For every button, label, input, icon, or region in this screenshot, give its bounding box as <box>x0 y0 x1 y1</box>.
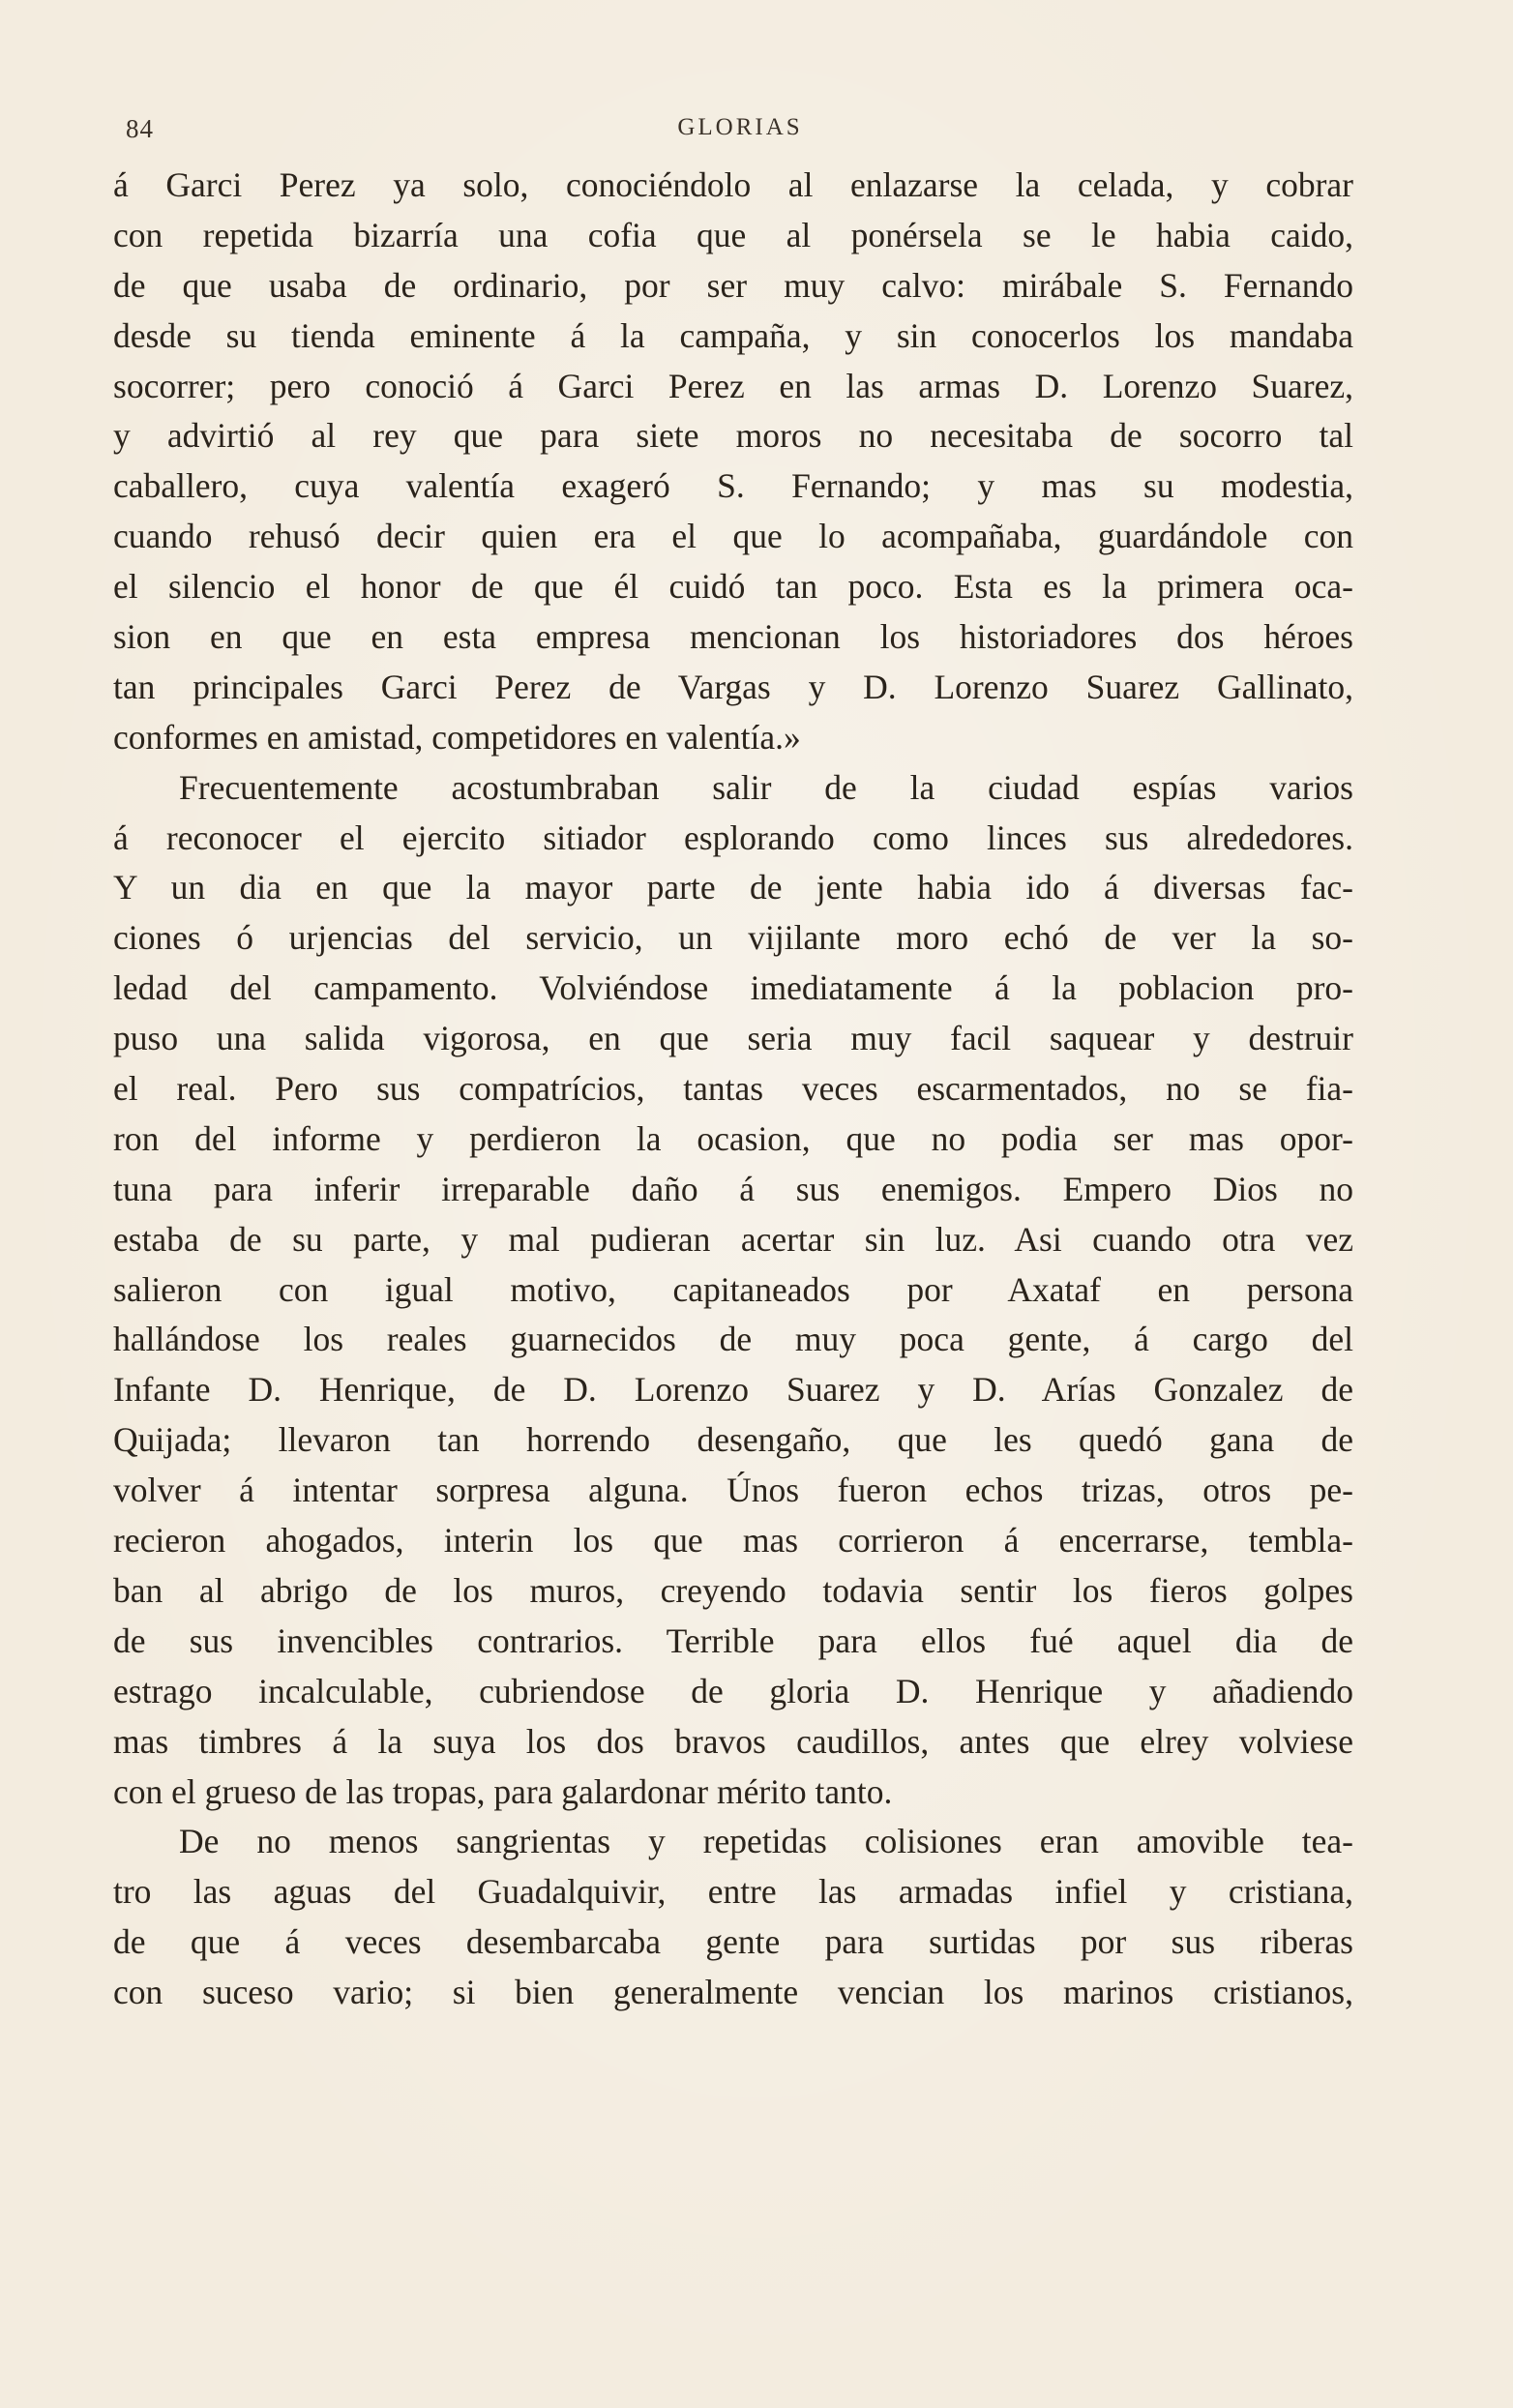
text-line: mas timbres á la suya los dos bravos caudillos, antes que elrey volviese <box>113 1721 1353 1761</box>
text-line: Infante D. Henrique, de D. Lorenzo Suarez y D. Arías Gonzalez de <box>113 1370 1353 1410</box>
text-line: De no menos sangrientas y repetidas colisiones eran amovible tea- <box>179 1822 1353 1861</box>
text-line: el silencio el honor de que él cuidó tan poco. Esta es la primera oca- <box>113 567 1353 607</box>
text-line: Y un dia en que la mayor parte de jente habia ido á diversas fac- <box>113 868 1353 907</box>
text-line: con el grueso de las tropas, para galardonar mérito tanto. <box>113 1771 893 1811</box>
text-line: á reconocer el ejercito sitiador esplorando como linces sus alrededores. <box>113 818 1353 857</box>
page-number: 84 <box>126 114 154 143</box>
text-line: á Garci Perez ya solo, conociéndolo al enlazarse la celada, y cobrar <box>113 165 1353 204</box>
text-line: tan principales Garci Perez de Vargas y D. Lorenzo Suarez Gallinato, <box>113 667 1353 706</box>
text-line: salieron con igual motivo, capitaneados por Axataf en persona <box>113 1269 1353 1309</box>
running-title: GLORIAS <box>677 114 803 140</box>
text-line: y advirtió al rey que para siete moros no necesitaba de socorro tal <box>113 416 1353 456</box>
text-line: tro las aguas del Guadalquivir, entre las armadas infiel y cristiana, <box>113 1872 1353 1912</box>
text-line: con repetida bizarría una cofia que al ponérsela se le habia caido, <box>113 215 1353 254</box>
body-text <box>113 161 1353 2018</box>
text-line: volver á intentar sorpresa alguna. Únos fueron echos trizas, otros pe- <box>113 1471 1353 1510</box>
text-line: cuando rehusó decir quien era el que lo acompañaba, guardándole con <box>113 517 1353 556</box>
text-line: tuna para inferir irreparable daño á sus enemigos. Empero Dios no <box>113 1169 1353 1208</box>
text-line: ron del informe y perdieron la ocasion, que no podia ser mas opor- <box>113 1118 1353 1158</box>
text-line: Quijada; llevaron tan horrendo desengaño, que les quedó gana de <box>113 1420 1353 1460</box>
text-line: socorrer; pero conoció á Garci Perez en las armas D. Lorenzo Suarez, <box>113 366 1353 405</box>
text-line: el real. Pero sus compatrícios, tantas veces escarmentados, no se fia- <box>113 1069 1353 1109</box>
text-line: ban al abrigo de los muros, creyendo todavia sentir los fieros golpes <box>113 1570 1353 1610</box>
text-line: caballero, cuya valentía exageró S. Fernando; y mas su modestia, <box>113 466 1353 506</box>
text-line: desde su tienda eminente á la campaña, y sin conocerlos los mandaba <box>113 315 1353 355</box>
text-line: de que usaba de ordinario, por ser muy calvo: mirábale S. Fernando <box>113 265 1353 305</box>
text-line: conformes en amistad, competidores en valentía.» <box>113 717 801 757</box>
text-line: estrago incalculable, cubriendose de gloria D. Henrique y añadiendo <box>113 1671 1353 1710</box>
text-line: puso una salida vigorosa, en que seria muy facil saquear y destruir <box>113 1019 1353 1058</box>
text-line: estaba de su parte, y mal pudieran acertar sin luz. Asi cuando otra vez <box>113 1219 1353 1259</box>
text-line: ledad del campamento. Volviéndose imediatamente á la poblacion pro- <box>113 968 1353 1008</box>
text-line: de que á veces desembarcaba gente para surtidas por sus riberas <box>113 1922 1353 1962</box>
text-line: Frecuentemente acostumbraban salir de la ciudad espías varios <box>179 767 1353 807</box>
text-line: ciones ó urjencias del servicio, un vijilante moro echó de ver la so- <box>113 918 1353 958</box>
text-line: de sus invencibles contrarios. Terrible para ellos fué aquel dia de <box>113 1620 1353 1660</box>
text-line: con suceso vario; si bien generalmente vencian los marinos cristianos, <box>113 1973 1353 2012</box>
text-line: sion en que en esta empresa mencionan los historiadores dos héroes <box>113 617 1353 657</box>
page-header <box>126 114 1354 153</box>
text-line: hallándose los reales guarnecidos de muy poca gente, á cargo del <box>113 1320 1353 1359</box>
text-line: recieron ahogados, interin los que mas corrieron á encerrarse, tembla- <box>113 1521 1353 1561</box>
